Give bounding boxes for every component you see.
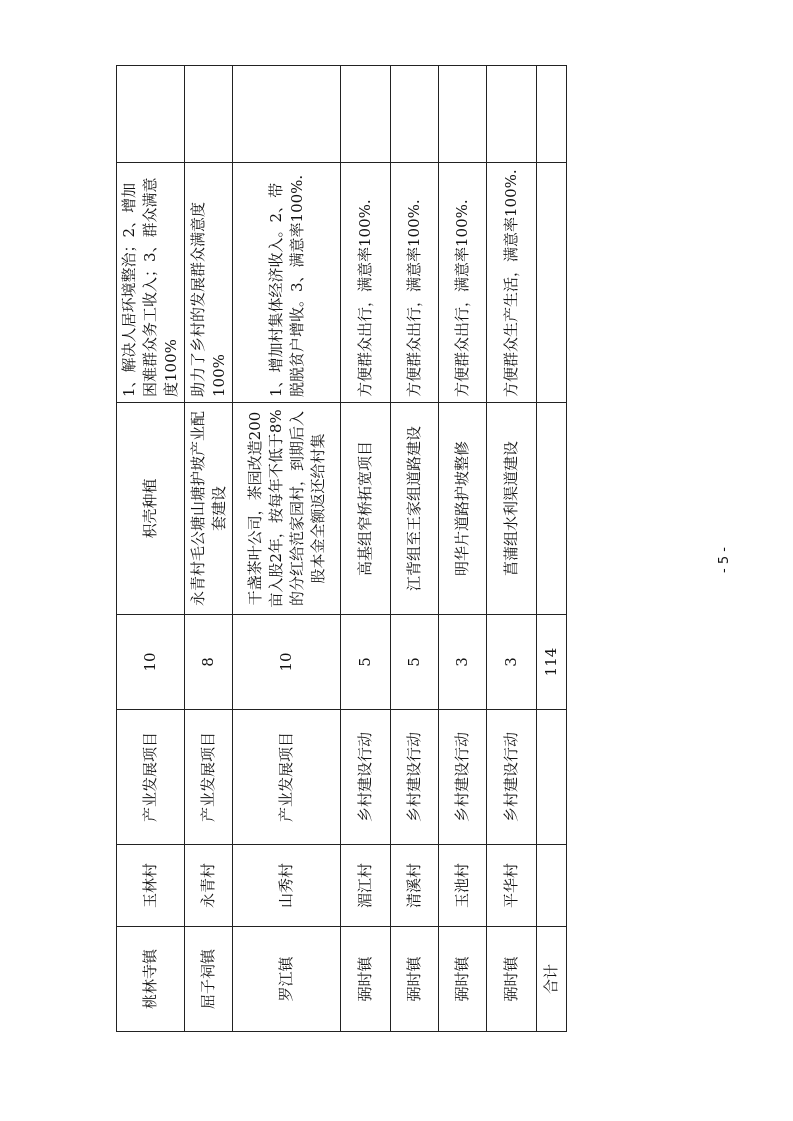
empty-cell <box>391 66 439 163</box>
town-cell: 罗江镇 <box>233 927 341 1032</box>
type-cell: 乡村建设行动 <box>439 710 487 845</box>
town-cell: 屈子祠镇 <box>185 927 233 1032</box>
empty-cell <box>233 66 341 163</box>
table-row <box>233 66 341 1032</box>
village-cell: 永青村 <box>185 845 233 927</box>
page-number: - 5 - <box>717 547 732 573</box>
empty-cell <box>341 66 391 163</box>
village-cell: 玉林村 <box>117 845 185 927</box>
content-cell: 枳壳种植 <box>117 403 185 615</box>
amount-cell: 5 <box>341 615 391 710</box>
content-cell: 干盏茶叶公司，茶园改造200亩入股2年，按每年不低于8%的分红给范家园村，到期后入股本金全额返还给村集 <box>233 403 341 615</box>
rotated-table-container <box>116 66 561 1032</box>
amount-cell: 10 <box>233 615 341 710</box>
town-cell: 弼时镇 <box>487 927 537 1032</box>
table-row <box>391 66 439 1032</box>
empty-cell <box>537 845 567 927</box>
village-cell: 玉池村 <box>439 845 487 927</box>
type-cell: 产业发展项目 <box>185 710 233 845</box>
benefit-cell: 方便群众生产生活，满意率100%. <box>487 163 537 403</box>
type-cell: 产业发展项目 <box>117 710 185 845</box>
content-cell: 高基组窄桥拓宽项目 <box>341 403 391 615</box>
table-row <box>341 66 391 1032</box>
content-cell: 江背组至王家组道路建设 <box>391 403 439 615</box>
empty-cell <box>439 66 487 163</box>
benefit-cell: 方便群众出行，满意率100%. <box>341 163 391 403</box>
table-row <box>439 66 487 1032</box>
table-row <box>185 66 233 1032</box>
village-cell: 清溪村 <box>391 845 439 927</box>
benefit-cell: 1、增加村集体经济收入。2、带脱脱贫户增收。3、满意率100%. <box>233 163 341 403</box>
empty-cell <box>537 710 567 845</box>
empty-cell <box>185 66 233 163</box>
benefit-cell: 1、解决人居环境整治；2、增加困难群众务工收入；3、群众满意度100% <box>117 163 185 403</box>
total-label-cell: 合计 <box>537 927 567 1032</box>
benefit-cell: 助力了乡村的发展群众满意度100% <box>185 163 233 403</box>
empty-cell <box>487 66 537 163</box>
type-cell: 乡村建设行动 <box>487 710 537 845</box>
empty-cell <box>537 163 567 403</box>
town-cell: 桃林寺镇 <box>117 927 185 1032</box>
benefit-cell: 方便群众出行，满意率100%. <box>439 163 487 403</box>
type-cell: 产业发展项目 <box>233 710 341 845</box>
empty-cell <box>117 66 185 163</box>
content-cell: 永青村毛公塘山塘护坡产业配套建设 <box>185 403 233 615</box>
table-rotation-frame <box>116 66 561 1032</box>
empty-cell <box>537 403 567 615</box>
amount-cell: 3 <box>487 615 537 710</box>
town-cell: 弼时镇 <box>341 927 391 1032</box>
content-cell: 明华片道路护坡整修 <box>439 403 487 615</box>
village-cell: 山秀村 <box>233 845 341 927</box>
amount-cell: 10 <box>117 615 185 710</box>
benefit-cell: 方便群众出行，满意率100%. <box>391 163 439 403</box>
content-cell: 菖蒲组水利渠道建设 <box>487 403 537 615</box>
town-cell: 弼时镇 <box>439 927 487 1032</box>
total-amount-cell: 114 <box>537 615 567 710</box>
amount-cell: 3 <box>439 615 487 710</box>
type-cell: 乡村建设行动 <box>341 710 391 845</box>
total-row <box>537 66 567 1032</box>
town-cell: 弼时镇 <box>391 927 439 1032</box>
village-cell: 湄江村 <box>341 845 391 927</box>
table-row <box>117 66 185 1032</box>
empty-cell <box>537 66 567 163</box>
type-cell: 乡村建设行动 <box>391 710 439 845</box>
table-row <box>487 66 537 1032</box>
amount-cell: 5 <box>391 615 439 710</box>
amount-cell: 8 <box>185 615 233 710</box>
village-cell: 平华村 <box>487 845 537 927</box>
project-table <box>116 65 567 1032</box>
